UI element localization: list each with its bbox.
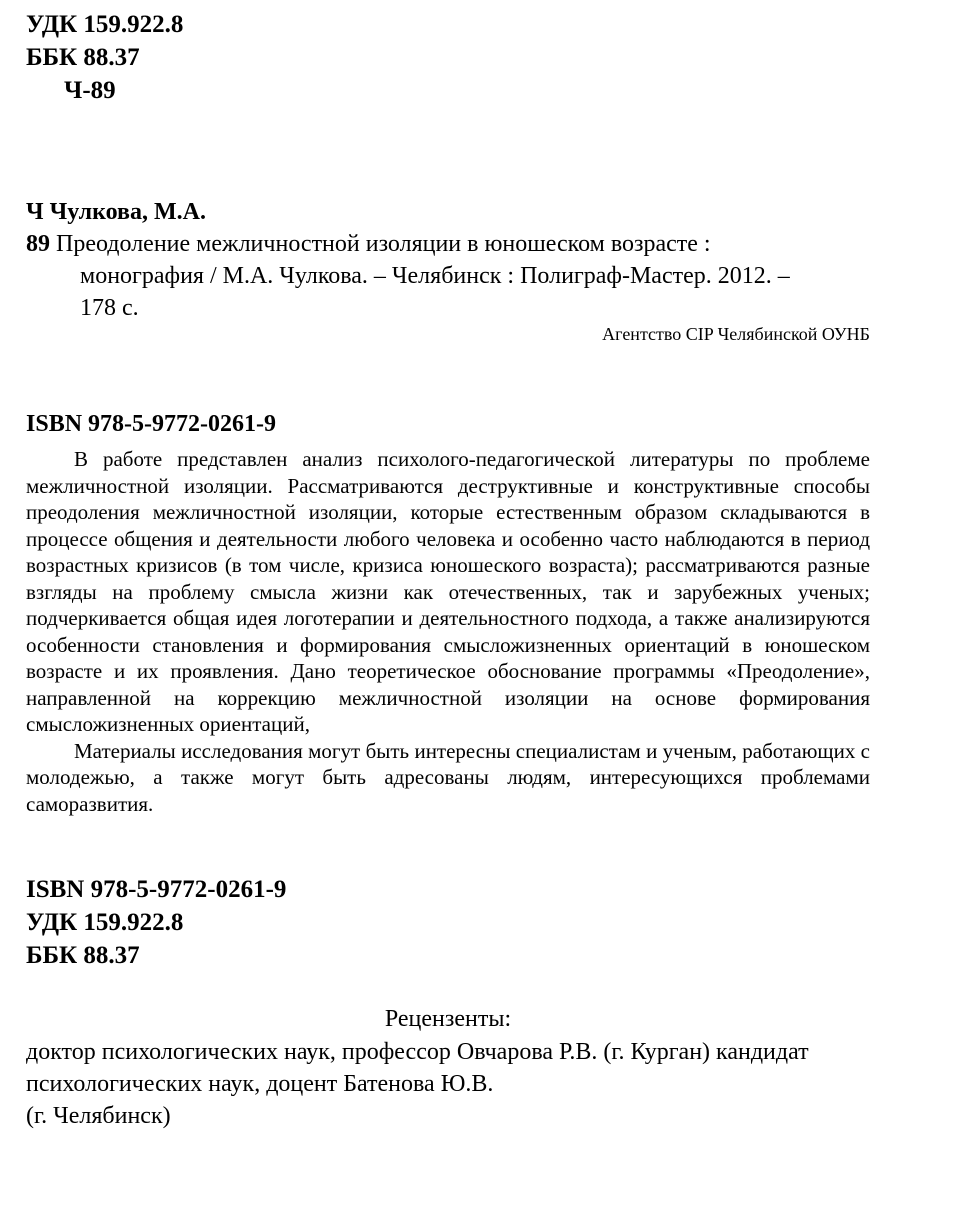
- classification-footer: [26, 873, 286, 972]
- entry-title-text: Преодоление межличностной изоляции в юношеском возрасте :: [56, 231, 711, 257]
- footer-bbk: ББК 88.37: [26, 942, 140, 969]
- bbk-code: ББК 88.37: [26, 44, 140, 71]
- entry-author: Ч Чулкова, М.А.: [26, 199, 206, 225]
- abstract-paragraph-1: В работе представлен анализ психолого-педагогической литературы по проблеме межличностной изоляции. Рассматриваются деструктивные и конструктивные способы преодоления межличностной изоляции, которые естественным образом складываются в процессе общения и деятельности любого человека и особенно часто наблюдаются в период возрастных кризисов (в том числе, кризиса юношеского возраста); рассматриваются разные взгляды на проблему смысла жизни как отечественных, так и зарубежных ученых; подчеркивается общая идея логотерапии и деятельностного подхода, а также анализируются особенности становления и формирования смысложизненных ориентаций в юношеском возрасте и их проявления. Дано теоретическое обоснование программы «Преодоление», направленной на коррекцию межличностной изоляции на основе формирования смысложизненных ориентаций,: [26, 447, 870, 736]
- catalog-entry: [26, 196, 871, 324]
- footer-isbn: ISBN 978-5-9772-0261-9: [26, 876, 287, 903]
- reviewers-title: Рецензенты:: [384, 1006, 512, 1032]
- reviewers-line-3: (г. Челябинск): [26, 1103, 171, 1129]
- author-sign: Ч-89: [64, 77, 116, 104]
- abstract-paragraph-2: Материалы исследования могут быть интересны специалистам и ученым, работающих с молодежью, а также могут быть адресованы людям, интересующихся проблемами саморазвития.: [26, 738, 870, 816]
- footer-udk: УДК 159.922.8: [26, 909, 184, 936]
- isbn-top: ISBN 978-5-9772-0261-9: [26, 411, 276, 437]
- entry-publication: монография / М.А. Чулкова. – Челябинск : Полиграф-Мастер. 2012. –: [80, 263, 790, 289]
- reviewers: [26, 1036, 906, 1132]
- entry-number: 89: [26, 231, 50, 257]
- abstract: [26, 446, 870, 817]
- entry-title: [26, 228, 871, 260]
- udk-code: УДК 159.922.8: [26, 11, 184, 38]
- cip-agency: Агентство CIP Челябинской ОУНБ: [602, 324, 870, 344]
- entry-pages: 178 с.: [80, 295, 139, 321]
- reviewers-line-2: психологических наук, доцент Батенова Ю.В.: [26, 1071, 494, 1097]
- classification-header: [26, 8, 183, 107]
- reviewers-line-1: доктор психологических наук, профессор Овчарова Р.В. (г. Курган) кандидат: [26, 1039, 809, 1065]
